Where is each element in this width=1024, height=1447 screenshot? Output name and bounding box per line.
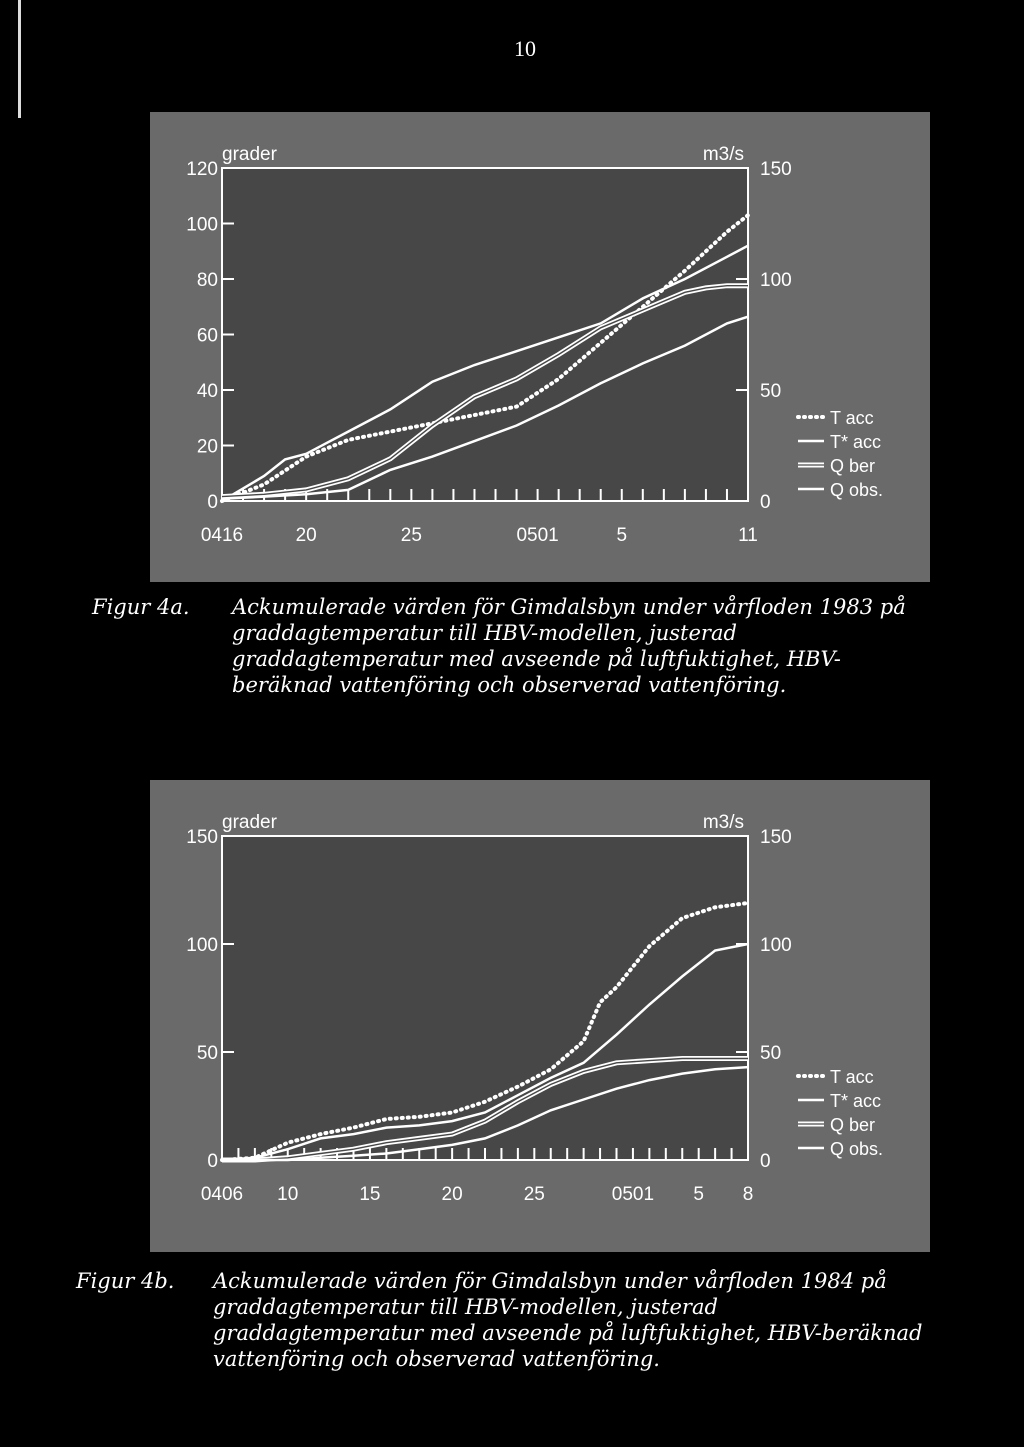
figure-4a-svg [150,112,930,582]
figb-left-tick-label: 150 [186,827,218,848]
figure-4b-label: Figur 4b. [76,1269,175,1293]
figb-right-axis-label: m3/s [702,812,744,833]
figb-right-tick-label: 150 [760,827,792,848]
figa-x-tick-label: 25 [400,525,422,546]
page-number: 10 [514,36,536,61]
figb-left-tick-label: 50 [196,1043,218,1064]
figb-x-tick-label: 0406 [200,1184,244,1205]
figure-4b-chart [150,780,930,1252]
figa-x-tick-label: 11 [738,525,758,546]
figb-left-tick-label: 0 [207,1151,218,1172]
figb-legend-label: Q obs. [830,1139,884,1159]
figa-x-tick-label: 0416 [200,525,244,546]
figure-4b-caption [76,1268,956,1378]
figa-x-tick-label: 20 [295,525,317,546]
figb-left-axis-label: grader [222,812,277,833]
figb-left-tick-label: 100 [186,935,218,956]
figb-x-tick-label: 15 [359,1184,381,1205]
figa-right-tick-label: 0 [760,492,771,513]
figa-left-tick-label: 60 [196,325,218,347]
figa-legend-label: Q obs. [830,480,884,500]
figb-x-tick-label: 8 [742,1184,754,1205]
figa-left-tick-label: 0 [207,492,218,513]
figure-4a-caption [92,594,952,704]
figb-right-tick-label: 0 [760,1151,771,1172]
figb-x-tick-label: 5 [693,1184,704,1205]
figb-x-tick-label: 10 [277,1184,299,1205]
figure-4b-svg [150,780,930,1252]
figa-legend-label: Q ber [830,456,876,476]
figb-right-tick-label: 50 [760,1043,782,1064]
figb-right-tick-label: 100 [760,935,792,956]
figa-plot-frame [222,168,748,501]
margin-rule [18,0,21,118]
figb-legend-label: T acc [830,1067,874,1087]
figa-legend-label: T* acc [830,432,882,452]
figure-4a-label: Figur 4a. [92,595,190,619]
figb-legend-label: Q ber [830,1115,876,1135]
figure-4a-caption-text: Ackumulerade värden för Gimdalsbyn under vårfloden 1983 på graddagtemperatur till HBV-modellen, justerad graddagtemperatur med avseende på luftfuktighet, HBV-beräknad vattenföring och observerad vattenföring. [232,595,906,697]
figa-left-tick-label: 20 [196,436,218,458]
figa-left-axis-label: grader [222,144,277,165]
figa-right-axis-label: m3/s [702,144,744,165]
figure-4a-chart [150,112,930,582]
figb-x-tick-label: 20 [441,1184,463,1205]
figa-x-tick-label: 5 [616,525,628,546]
figb-x-tick-label: 25 [523,1184,545,1205]
figa-left-tick-label: 100 [186,214,218,236]
figb-legend-label: T* acc [830,1091,882,1111]
figa-right-tick-label: 150 [760,159,792,180]
figa-right-tick-label: 100 [760,270,792,291]
figa-left-tick-label: 120 [186,159,218,180]
figure-4b-caption-text: Ackumulerade värden för Gimdalsbyn under vårfloden 1984 på graddagtemperatur till HBV-modellen, justerad graddagtemperatur med avseende på luftfuktighet, HBV-beräknad vattenföring och observerad vattenföring. [213,1269,923,1371]
figa-right-tick-label: 50 [760,381,782,402]
figa-x-tick-label: 0501 [516,525,559,546]
figb-x-tick-label: 0501 [611,1184,655,1205]
figa-left-tick-label: 80 [196,270,218,291]
figa-legend-label: T acc [830,408,874,428]
figa-left-tick-label: 40 [196,381,218,402]
